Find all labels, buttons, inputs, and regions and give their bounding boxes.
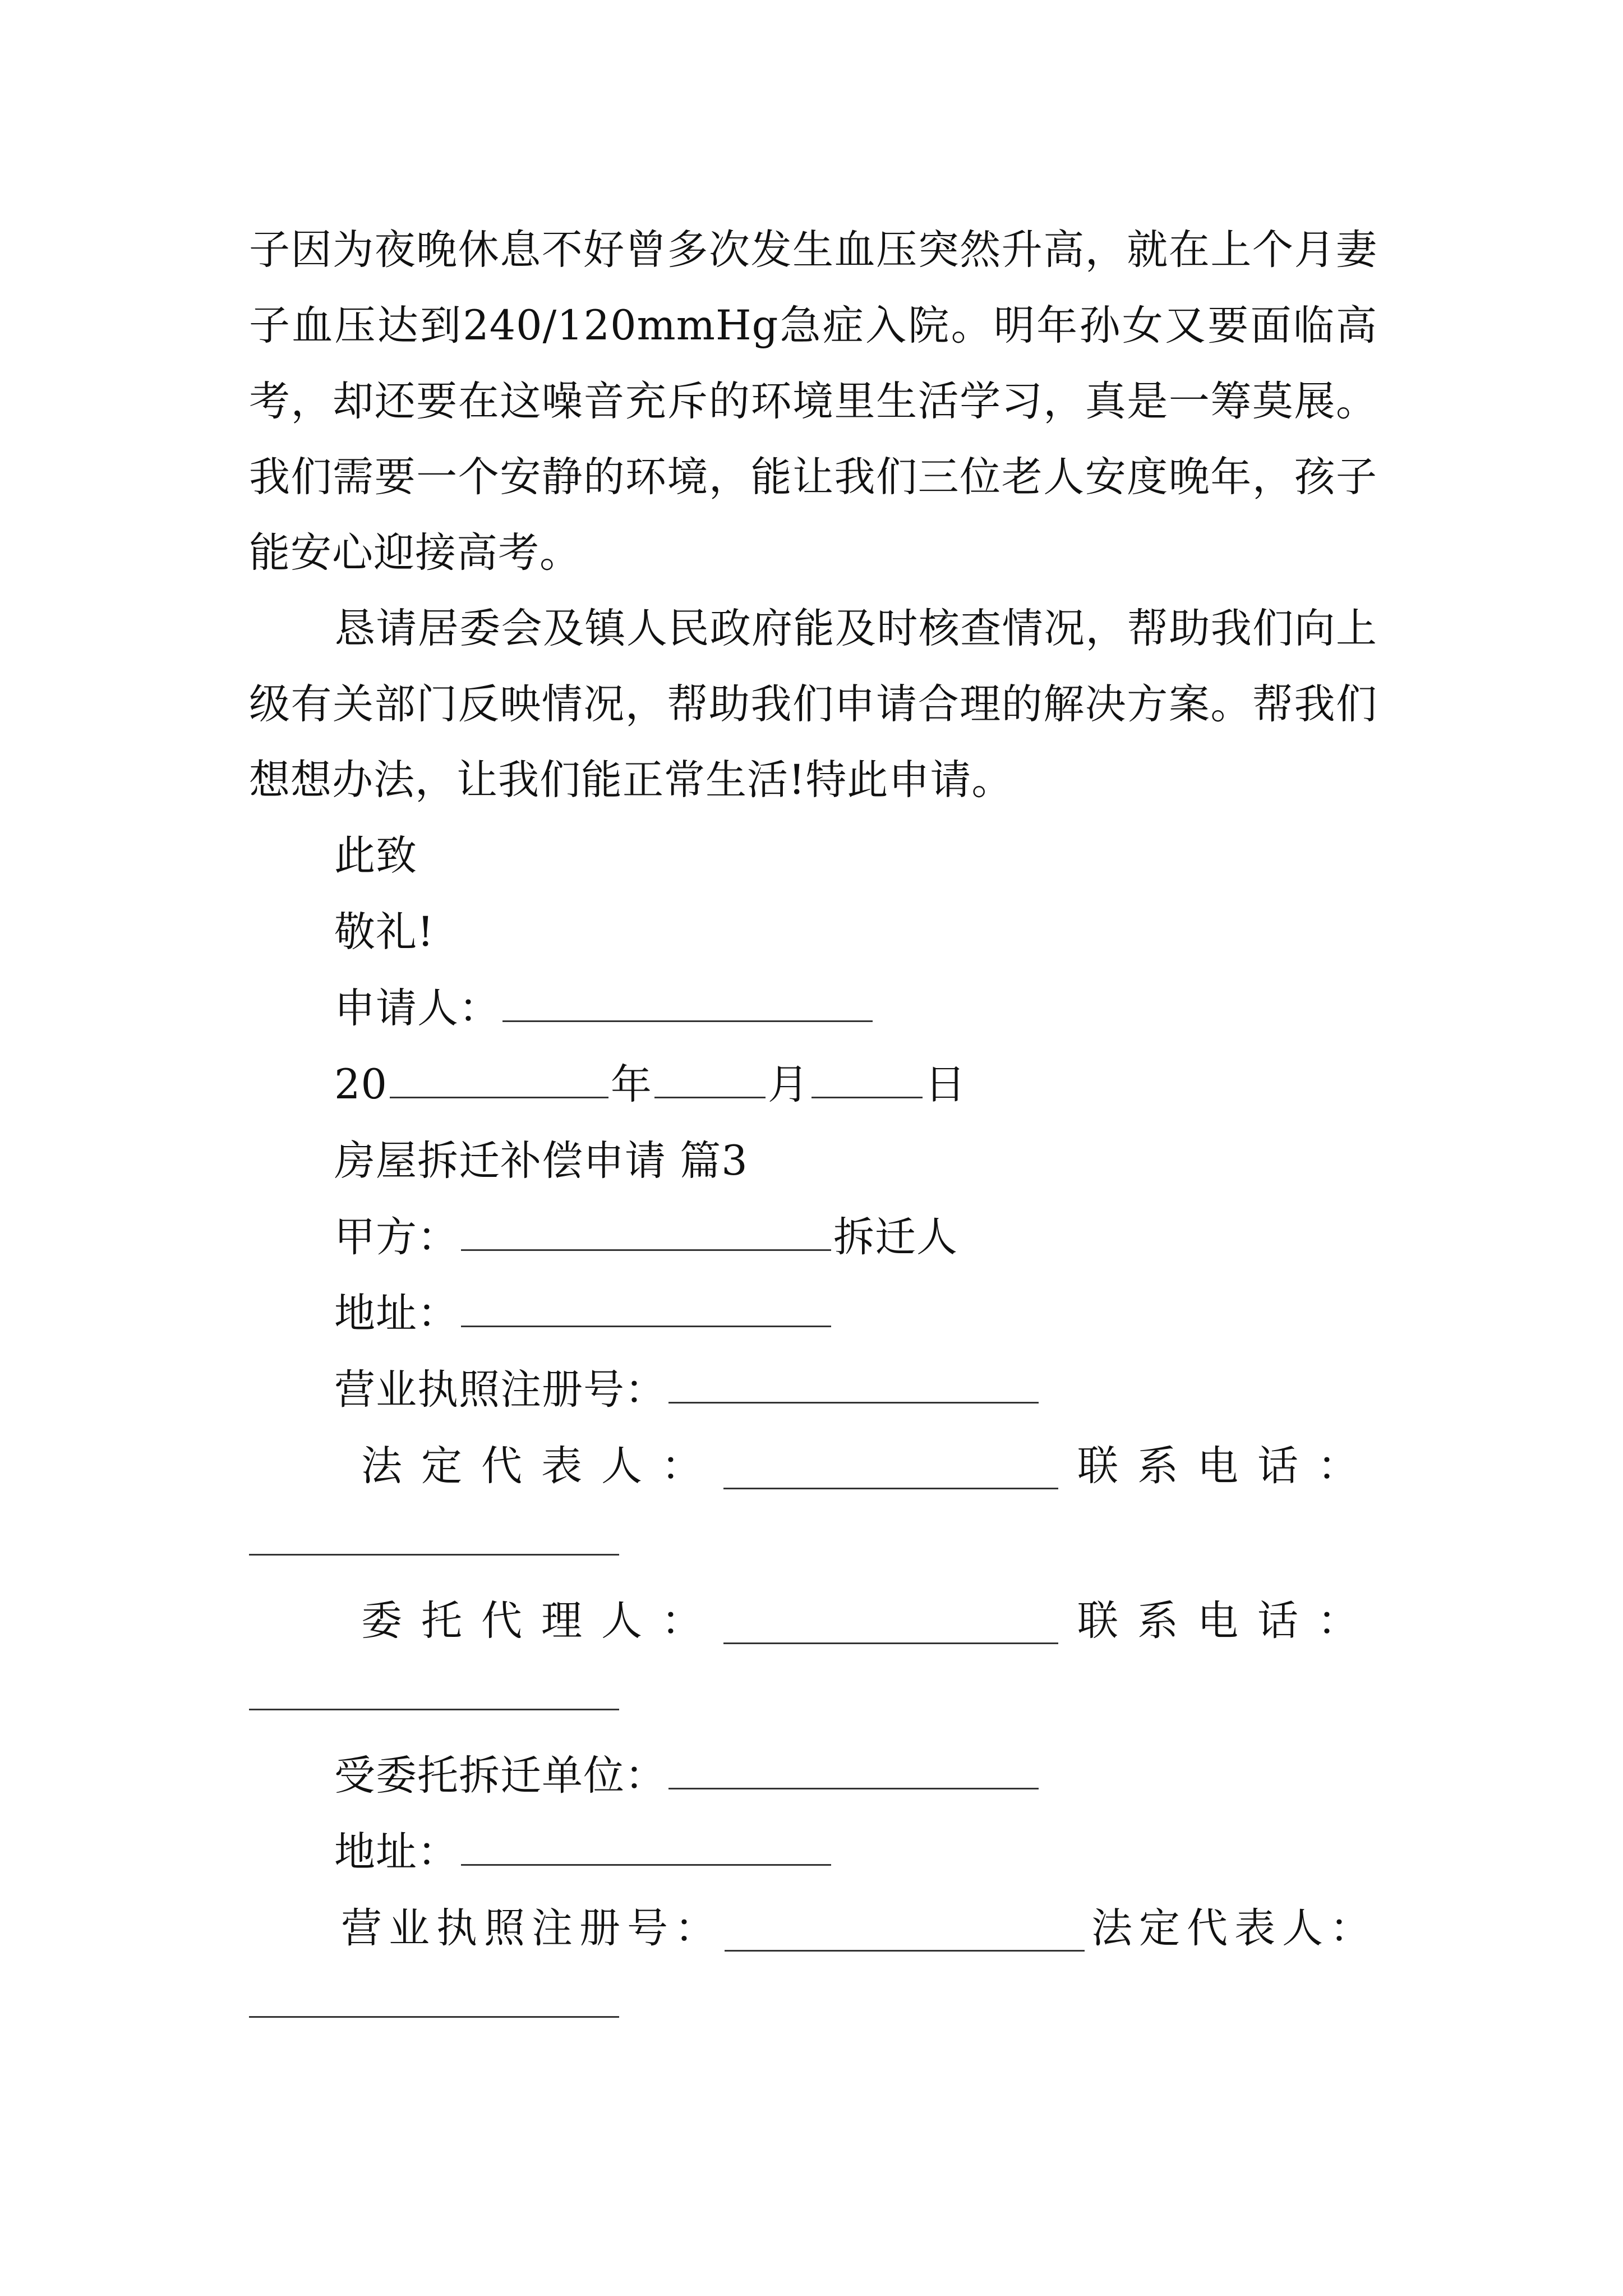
party-a-blank [461,1205,831,1251]
year-label: 年 [610,1061,652,1108]
party-a-label: 甲方： [334,1213,459,1261]
date-line [249,1047,1377,1123]
legal-rep-label: 法定代表人： [361,1442,721,1490]
address2-label: 地址： [334,1828,459,1876]
license-blank [668,1358,1039,1404]
agent-phone-blank-line [249,1659,1377,1738]
day-blank [811,1053,923,1098]
party-a-suffix: 拆迁人 [833,1213,958,1261]
address-blank [461,1282,831,1327]
agent-phone-label: 联系电话： [1077,1597,1377,1645]
entrusted-unit-line [249,1738,1377,1814]
address-line [249,1276,1377,1352]
applicant-blank [502,977,873,1022]
license2-label: 营业执照注册号： [341,1904,722,1952]
entrusted-unit-blank [668,1744,1039,1789]
closing-jingli: 敬礼! [334,908,435,956]
license2-blank [725,1906,1085,1952]
month-blank [654,1053,766,1098]
license-label: 营业执照注册号： [334,1366,666,1414]
party-a-line [249,1199,1377,1276]
phone-blank [249,1510,619,1556]
agent-phone-blank [249,1665,619,1710]
phone-label: 联系电话： [1077,1442,1377,1490]
license2-line [249,1890,1377,1967]
phone-blank-line [249,1504,1377,1583]
section-title: 房屋拆迁补偿申请 篇3 [334,1137,748,1185]
legal-rep-line [249,1428,1377,1504]
applicant-line [249,970,1377,1047]
entrusted-unit-label: 受委托拆迁单位： [334,1752,666,1800]
agent-blank [723,1599,1058,1644]
legal-rep2-label: 法定代表人： [1091,1904,1377,1952]
address2-line [249,1814,1377,1890]
document-body [249,212,1377,2045]
day-label: 日 [924,1061,966,1108]
paragraph-continuation: 子因为夜晚休息不好曾多次发生血压突然升高，就在上个月妻子血压达到240/120mmHg急症入院。明年孙女又要面临高考，却还要在这噪音充斥的环境里生活学习，真是一筹莫展。我们需要一个安静的环境，能让我们三位老人安度晚年，孩子能安心迎接高考。 [249,226,1377,577]
address-label: 地址： [334,1290,459,1337]
agent-line [249,1583,1377,1659]
address2-blank [461,1820,831,1866]
month-label: 月 [767,1061,809,1108]
license-line [249,1352,1377,1428]
legal-rep-blank [723,1444,1058,1489]
legal-rep2-blank [249,1972,619,2018]
year-blank [390,1053,608,1098]
agent-label: 委托代理人： [361,1597,721,1645]
paragraph-request: 恳请居委会及镇人民政府能及时核查情况，帮助我们向上级有关部门反映情况，帮助我们申请合理的解决方案。帮我们想想办法，让我们能正常生活!特此申请。 [249,605,1377,804]
closing-cizhi: 此致 [334,832,417,880]
date-prefix: 20 [334,1061,388,1108]
legal-rep2-blank-line [249,1967,1377,2045]
applicant-label: 申请人： [334,984,500,1032]
